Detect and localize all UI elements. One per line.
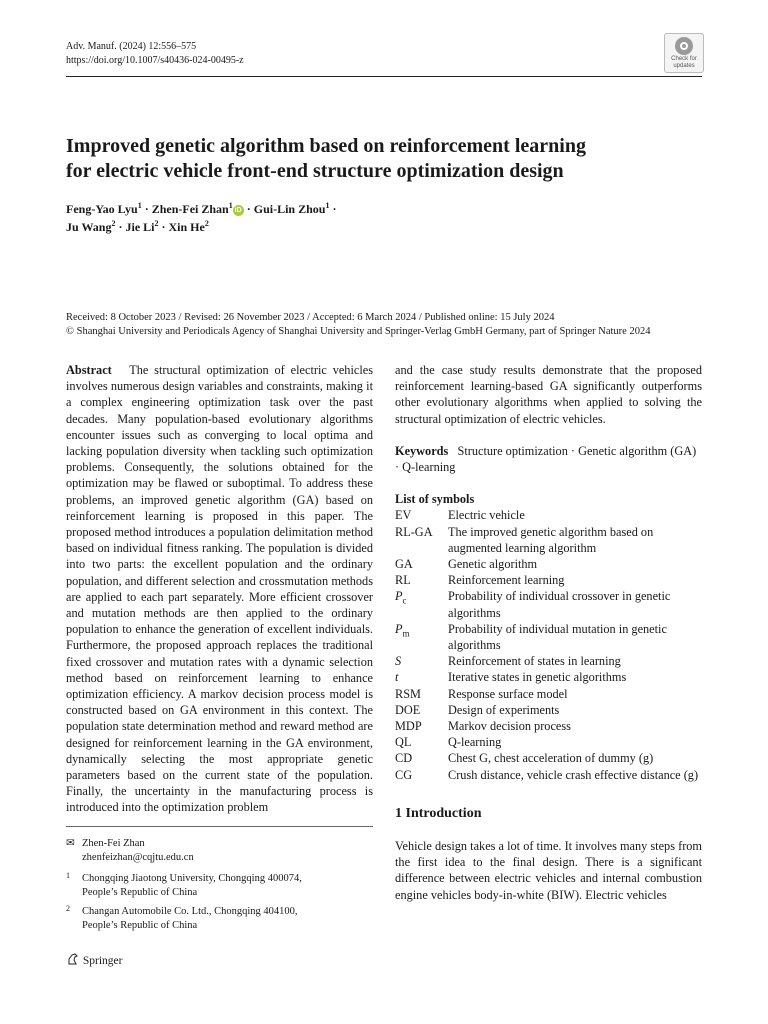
author-list (66, 200, 336, 236)
symbol-definition: Q-learning (448, 735, 502, 750)
symbol-abbr: RL-GA (395, 524, 433, 539)
author-aff: 1 (325, 201, 330, 210)
author-aff: 1 (137, 201, 142, 210)
symbol-abbr: CG (395, 767, 413, 782)
author-aff: 2 (154, 219, 159, 228)
symbol-definition: The improved genetic algorithm based on augmented learning algorithm (448, 524, 654, 555)
symbol-abbr: t (395, 670, 399, 685)
author-name[interactable]: Ju Wang (66, 220, 112, 234)
symbol-row (395, 507, 702, 523)
symbol-row (395, 588, 702, 620)
symbol-row (395, 621, 702, 653)
affiliation-2 (66, 902, 298, 933)
aff-number: 1 (66, 871, 70, 880)
symbol-abbr: QL (395, 735, 412, 750)
corr-name: Zhen-Fei Zhan (82, 838, 145, 849)
springer-horse-icon (66, 952, 80, 966)
author-name[interactable]: Zhen-Fei Zhan (151, 202, 229, 216)
symbol-definition: Reinforcement learning (448, 573, 565, 588)
symbol-row (395, 572, 702, 588)
symbol-abbr: EV (395, 508, 412, 523)
symbol-abbr: CD (395, 751, 413, 766)
symbol-row (395, 686, 702, 702)
symbol-definition: Probability of individual crossover in genetic algorithms (448, 589, 671, 620)
aff-line: Changan Automobile Co. Ltd., Chongqing 404100, (82, 906, 298, 917)
section-heading-introduction: 1 Introduction (395, 805, 482, 821)
footnote-rule (66, 826, 373, 827)
symbol-row (395, 556, 702, 572)
symbol-definition: Electric vehicle (448, 508, 525, 523)
symbol-definition: Crush distance, vehicle crash effective distance (g) (448, 767, 699, 782)
aff-line: People’s Republic of China (82, 920, 198, 931)
abstract-continued: and the case study results demonstrate that the proposed reinforcement learning-based GA significantly outperforms other evolutionary algorithms when applied to solving the structural optimization of electric vehicles. (395, 363, 702, 426)
symbol-definition: Reinforcement of states in learning (448, 654, 621, 669)
aff-number: 2 (66, 904, 70, 913)
header-rule (66, 76, 702, 77)
symbol-row (395, 653, 702, 669)
intro-text: Vehicle design takes a lot of time. It involves many steps from the first idea to the final design. There is a significant difference between electric vehicles and internal combustion engine vehicles body-in-white (BIW). Electric vehicles (395, 839, 702, 902)
symbol-definition: Markov decision process (448, 719, 571, 734)
right-column (395, 362, 702, 903)
orcid-icon[interactable]: iD (234, 207, 242, 214)
author-name[interactable]: Xin He (168, 220, 205, 234)
symbol-abbr: DOE (395, 702, 421, 717)
publisher-logo (66, 952, 122, 969)
author-aff: 1 (228, 201, 233, 210)
symbol-abbr: $P_m$ (395, 621, 410, 639)
symbol-definition: Response surface model (448, 686, 568, 701)
journal-citation: Adv. Manuf. (2024) 12:556–575 (66, 41, 197, 52)
symbols-heading: List of symbols (395, 492, 475, 507)
abstract-text: The structural optimization of electric vehicles involves numerous design variables and constraints, making it a complex engineering optimization task over the past decades. Many population-based evolutionary algorithms encounter issues such as converging to local optima and lacking population diversity when tackling such optimization problems. Consequently, the solutions obtained for the optimization may be flawed or suboptimal. To address these problems, an improved genetic algorithm (GA) based on reinforcement learning is proposed in this paper. The proposed method introduces a population delimitation method based on individual fitness ranking. The population is divided into two parts: the excellent population and the ordinary population, and different selection and crossmutation methods are applied to each part separately. More efficient crossover and mutation methods are then applied to the ordinary population to enhance the generation of excellent individuals. Furthermore, the proposed approach replaces the traditional fixed crossover and mutation rates with a dynamic selection method based on reinforcement learning to enhance optimization efficiency. A markov decision process model is constructed based on GA environment in this context. The population state determination method and reward method are designed for reinforcement learning in the GA environment, dynamically selecting the most appropriate genetic parameters based on the current state of the population. Finally, the uncertainty in the manufacturing process is introduced into the optimization problem (66, 363, 373, 815)
corresponding-author (66, 837, 194, 865)
author-sep: · (158, 220, 169, 234)
aff-line: People’s Republic of China (82, 887, 198, 898)
symbols-table (395, 507, 702, 782)
symbol-row (395, 702, 702, 718)
left-column (66, 362, 373, 816)
author-name[interactable]: Feng-Yao Lyu (66, 202, 138, 216)
author-aff: 2 (111, 219, 116, 228)
badge-label-2: updates (673, 63, 695, 69)
doi-link[interactable]: https://doi.org/10.1007/s40436-024-00495-z (66, 55, 244, 66)
symbol-abbr: RSM (395, 686, 421, 701)
author-sep: · (243, 202, 254, 216)
check-updates-icon (675, 37, 693, 55)
author-name[interactable]: Gui-Lin Zhou (253, 202, 326, 216)
symbol-row (395, 734, 702, 750)
symbol-row (395, 524, 702, 556)
keywords (395, 443, 702, 475)
copyright-line: © Shanghai University and Periodicals Agency of Shanghai University and Springer-Verlag GmbH Germany, part of Springer Nature 2024 (66, 326, 651, 337)
envelope-icon: ✉ (66, 838, 75, 849)
publisher-name: Springer (82, 955, 123, 967)
symbol-row (395, 669, 702, 685)
author-sep: · (115, 220, 126, 234)
author-name[interactable]: Jie Li (125, 220, 155, 234)
aff-line: Chongqing Jiaotong University, Chongqing 400074, (82, 873, 302, 884)
symbol-definition: Probability of individual mutation in genetic algorithms (448, 621, 667, 653)
symbol-abbr: $P_c$ (395, 589, 407, 606)
abstract (66, 362, 373, 816)
title-line-1: Improved genetic algorithm based on reinforcement learning (66, 135, 586, 157)
symbol-abbr: S (395, 654, 402, 669)
symbol-definition: Genetic algorithm (448, 557, 538, 572)
symbol-definition: Chest G, chest acceleration of dummy (g) (448, 751, 654, 766)
symbol-definition: Iterative states in genetic algorithms (448, 670, 627, 685)
affiliation-1 (66, 869, 302, 900)
symbol-row (395, 767, 702, 783)
badge-label-1: Check for (671, 56, 697, 62)
publication-dates: Received: 8 October 2023 / Revised: 26 November 2023 / Accepted: 6 March 2024 / Published online: 15 July 2024 (66, 312, 555, 323)
author-sep: · (329, 202, 337, 216)
symbol-abbr: RL (395, 573, 411, 588)
article-title (66, 134, 586, 184)
corr-email[interactable]: zhenfeizhan@cqjtu.edu.cn (82, 852, 194, 863)
symbol-definition: Design of experiments (448, 702, 560, 717)
author-aff: 2 (204, 219, 209, 228)
symbol-abbr: MDP (395, 719, 422, 734)
keywords-text: Structure optimization · Genetic algorithm (GA) · Q-learning (395, 443, 697, 475)
symbol-row (395, 750, 702, 766)
title-line-2: for electric vehicle front-end structure optimization design (66, 160, 564, 182)
abstract-label: Abstract (66, 363, 112, 377)
keywords-label: Keywords (395, 443, 449, 458)
check-for-updates-badge[interactable] (664, 33, 704, 73)
symbol-abbr: GA (395, 557, 413, 572)
symbol-row (395, 718, 702, 734)
author-sep: · (141, 202, 152, 216)
